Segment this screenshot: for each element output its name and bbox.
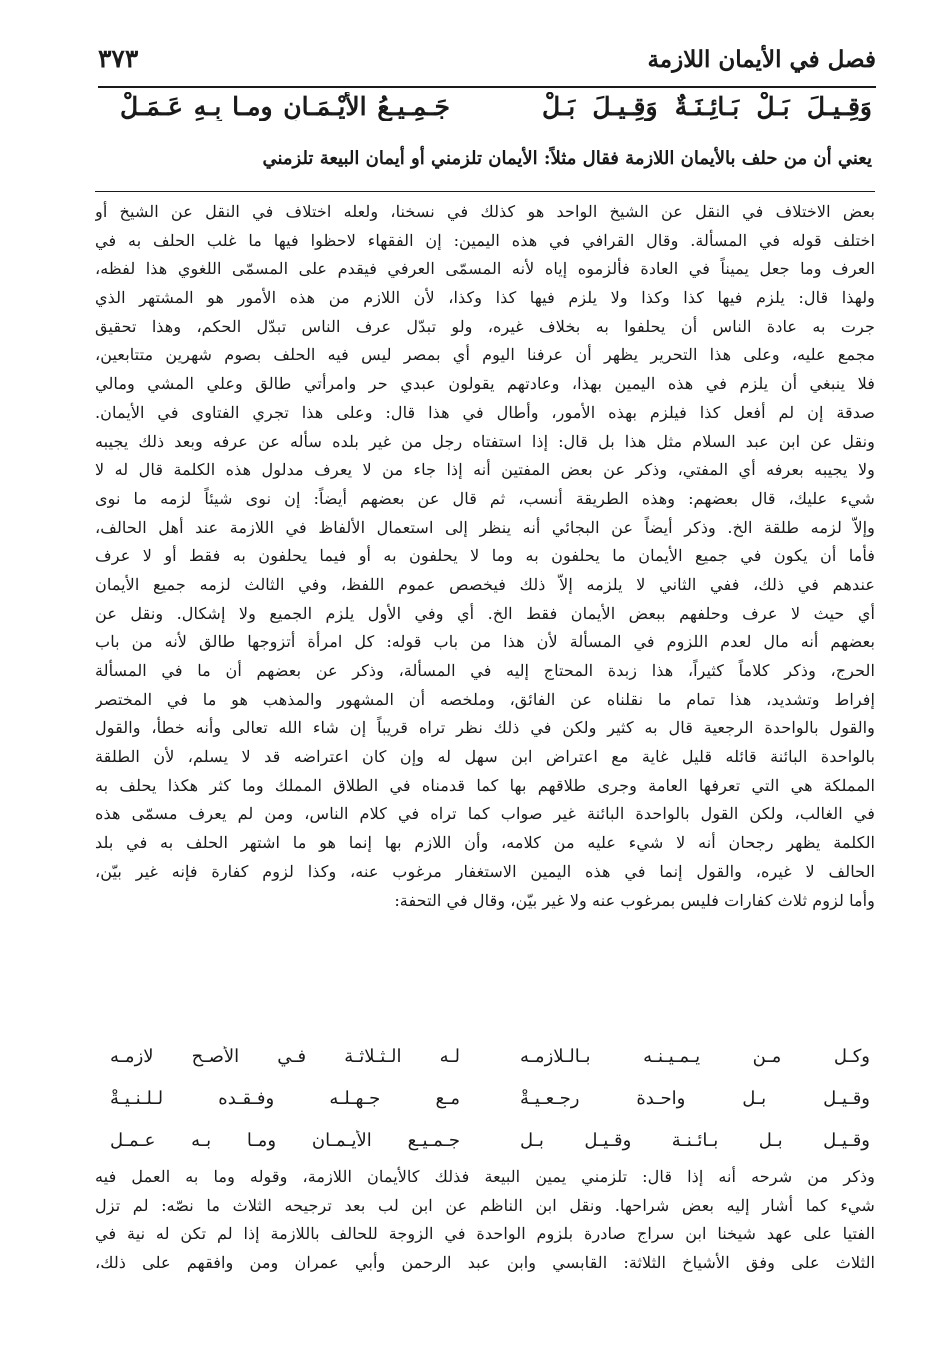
commentary-line: أي حيث لا عرف وحلفهم ببعض الأيمان فقط الخ. أي وفي الأول يلزم الجميع ولا إشكال. ونقل عن: [95, 603, 875, 623]
commentary-line: وذكر من شرحه أنه إذا قال: تلزمني يمين البيعة فذلك كالأيمان اللازمة، وقوله وما به العمل فيه: [95, 1167, 875, 1186]
commentary-line: بعض الاختلاف في النقل عن الشيخ الواحد هو كذلك في نسخنا، ولعله اختلاف في النقل عن الشيخ أو: [95, 202, 875, 221]
separator-rule: [95, 191, 875, 192]
commentary-line: ولا يجيبه بعرفه أي المفتي، وذكر عن بعض المفتين أنه إذا جاء من لا يعرف مدلول هذه الكلمة قال له لا: [95, 460, 875, 480]
commentary-line: ونقل عن ابن عبد السلام مثل هذا بل قال: إذا استفتاه رجل من غير بلده سأله عن عرفه وبعد ذلك يجيبه: [95, 431, 875, 451]
commentary-body: [95, 198, 875, 915]
poem-first-hemistich: وقـيـل بـل واحـدة رجـعـيـةْ: [520, 1088, 870, 1109]
commentary-line: فأما أن يكون في جميع الأيمان ما يحلفون به وما لا يحلفون به أو فيما يحلفون به فقط أو لا عرف: [95, 546, 875, 566]
poem-second-hemistich: جـمـيـع الأيـمـان ومـا بـه عـمـل: [110, 1130, 460, 1151]
commentary-line: في الغالب، ولكن القول بالواحدة البائنة غير صواب كما تراه في كلام الناس، ومن لم يعرف مسمّى هذه: [95, 804, 875, 824]
verse-under-commentary: [120, 92, 872, 138]
commentary-line: مجمع عليه، وعلى هذا التحرير يظهر أن عرفنا اليوم أي بمصر ليس فيه الحلف بصوم شهرين متتابعين،: [95, 345, 875, 365]
poem-first-hemistich: وقـيـل بـل بـائـنـة وقـيـل بـل: [520, 1130, 870, 1151]
page-header: [98, 40, 876, 88]
commentary-line: بالواحدة البائنة قائله قليل غاية مع اعتراض ابن سهل له وإن كان اعتراضه قد لا يسلم، لأن الطلقة: [95, 747, 875, 767]
commentary-line: والقول بالواحدة الرجعية قال به كثير ولكن في ذلك نظر تراه قريباً إن شاء الله تعالى وأنه خطأ، والقول: [95, 718, 875, 738]
poem-first-hemistich: وكـل مـن يـمـيـنـه بـالـلازمـه: [520, 1046, 870, 1067]
commentary-line: المملكة هي التي تعرفها العامة وجرى طلاقهم بها كما قدمناه في الطلاق المملك وما كثر هكذا يحلف به: [95, 775, 875, 795]
page-number: ٣٧٣: [98, 44, 139, 73]
commentary-line: شيء عليك، قال بعضهم: وهذه الطريقة أنسب، ثم قال عن بعضهم أيضاً: إن نوى شيئاً لزمه ما نوى: [95, 488, 875, 508]
commentary-line: الحرج، وذكر كلاماً كثيراً، هذا زبدة المحتاج إليه في المسألة، وذكر عن بعضهم أن ما في المسألة: [95, 661, 875, 680]
commentary-line: الثلاث على وفق الأشياخ الثلاثة: القابسي وابن عبد الرحمن وأبي عمران ومن وافقهم على ذلك،: [95, 1253, 875, 1273]
commentary-intro: يعني أن من حلف بالأيمان اللازمة فقال مثلاً: الأيمان تلزمني أو أيمان البيعة تلزمني: [262, 148, 872, 169]
commentary-line: فلا ينبغي أن يلزم في هذه اليمين بهذا، وعادتهم يقولون عبدي حر وامرأتي طالق وعلي المشي ومالي: [95, 374, 875, 394]
running-title: فصل في الأيمان اللازمة: [647, 46, 876, 73]
poem-verse: [110, 1124, 870, 1166]
commentary-line: صدقة إن لم أفعل كذا فيلزم بهذه الأمور، وأطال في هذا قال: وعلى هذا تجري الفتاوى في الأيمان.: [95, 402, 875, 422]
commentary-line: ولهذا قال: يلزم فيها كذا وكذا ولا يلزم فيها كذا وكذا، لأن اللازم من هذه الأمور هو المشتهر الذي: [95, 288, 875, 308]
verse-first-hemistich: وَقِـيـلَ بَـلْ بَـائِـنَـةٌ وَقِـيـلَ بَـلْ: [542, 92, 872, 121]
commentary-line: جرت به عادة الناس أن يحلفوا به بخلاف غيره، ولو تبدّل عرف الناس تبدّل الحكم، وهذا تحقيق: [95, 316, 875, 336]
commentary-line: الفتيا على عهد شيخنا ابن سراج صادرة بلزوم الواحدة في الزوجة للحالف باللازمة إذا لم تكن له نية في: [95, 1224, 875, 1244]
commentary-line: عندهم في ذلك، ففي الثاني لا يلزمه إلاّ ذلك فيخصص عموم اللفظ، وفي الثالث لزمه جميع الأيمان: [95, 574, 875, 594]
poem-verse: [110, 1082, 870, 1124]
verse-second-hemistich: جَـمِـيـعُ الأَيْـمَـانِ ومـا بِـهِ عَـمَـلْ: [120, 92, 450, 121]
commentary-line: اختلف قوله في المسألة. وقال القرافي في هذه اليمين: إن الفقهاء لاحظوا فيها ما غلب الحلف به في: [95, 230, 875, 250]
commentary-line: شيء كما أشار إليه بعض شراحها. ونقل ابن الناظم عن ابن لب بعد ترجيحه الثلاث ما نصّه: لم تزل: [95, 1195, 875, 1215]
commentary-line: الكلمة يظهر رجحان أنه لا شيء عليه من كلامه، وأن اللازم بها إنما هو ما اشتهر الحلف به في بلد: [95, 833, 875, 853]
commentary-continuation: [95, 1163, 875, 1278]
poem-second-hemistich: لـه الـثـلاثـة فـي الأصـح لازمـه: [110, 1046, 460, 1067]
commentary-line: العرف وما جعل يميناً في العادة فألزموه إياه لأنه المسمّى العرفي فيقدم على المسمّى اللغوي هذا لفظه،: [95, 259, 875, 279]
commentary-line: بعضهم أنه مال لعدم اللزوم في المسألة لأن هذا من باب قوله: كل امرأة أتزوجها طالق لأنه من باب: [95, 632, 875, 652]
quoted-poem: [110, 1040, 870, 1166]
commentary-line: وأما لزوم ثلاث كفارات فليس بمرغوب عنه ولا غير بيّن، وقال في التحفة:: [394, 890, 875, 910]
poem-second-hemistich: مـع جـهـلـه وفـقـده لـلـنـيـةْ: [110, 1088, 460, 1109]
commentary-line: إفراط وتشديد، هذا تمام ما نقلناه عن الفائق، وملخصه أن المشهور والمذهب هو ما في المختصر: [95, 689, 875, 709]
commentary-line: الحالف لا غيره، والقول إنما في هذه اليمين الاستغفار مرغوب عنه، وكذا لزوم كفارة فإنه غير بيّن،: [95, 861, 875, 881]
commentary-line: وإلاّ لزمه طلقة الخ. وذكر أيضاً عن البجائي أنه ينظر إلى استعمال الألفاظ في اللازمة عند أهل الحالف،: [95, 517, 875, 537]
poem-verse: [110, 1040, 870, 1082]
